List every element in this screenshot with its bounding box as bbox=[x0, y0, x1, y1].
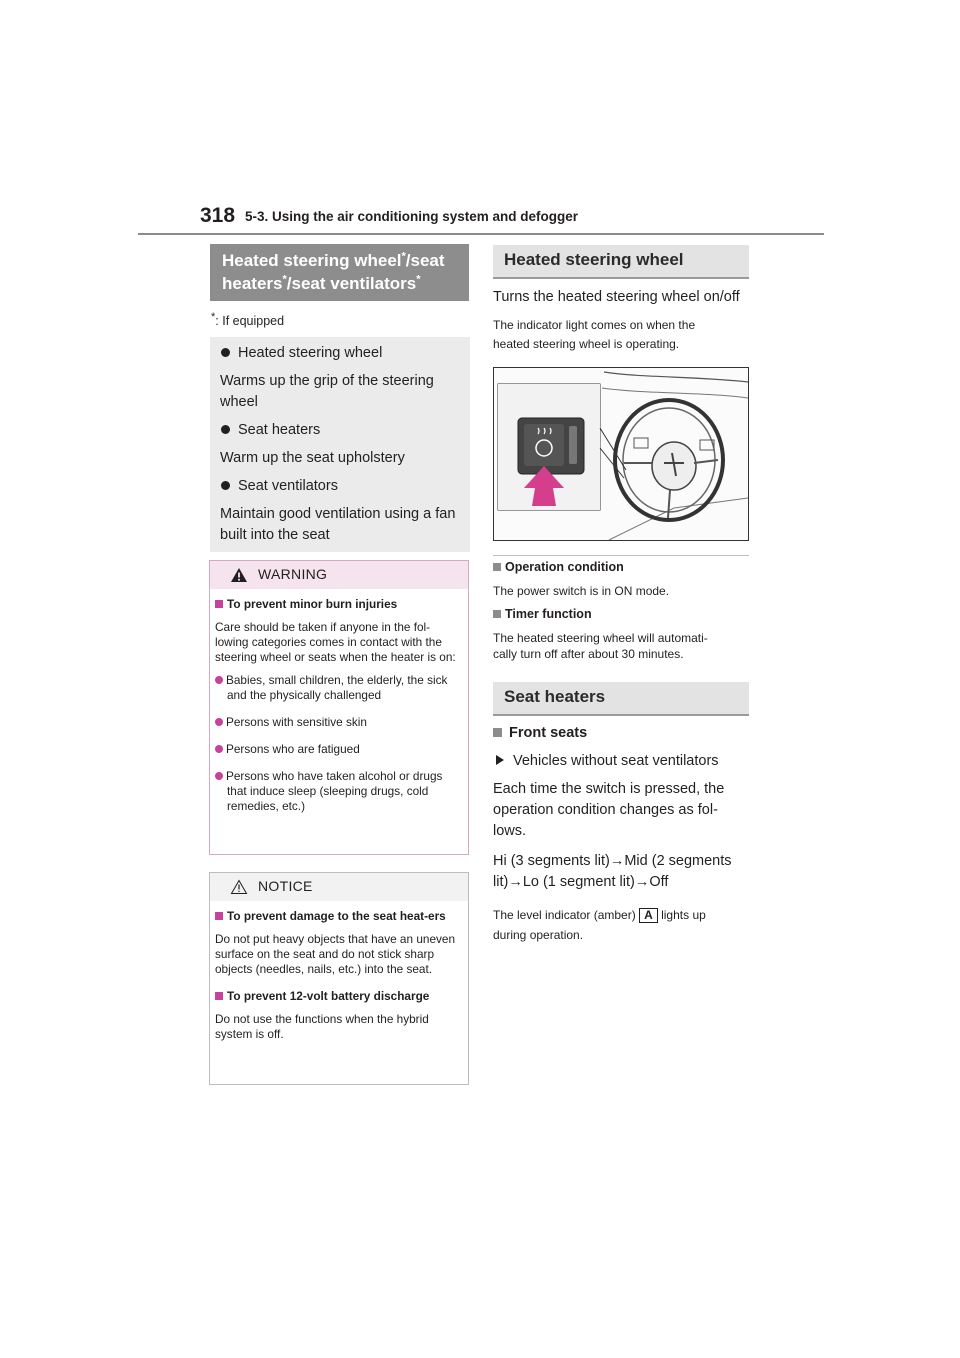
header-rule bbox=[138, 233, 824, 235]
hsw-note: The indicator light comes on when the heated steering wheel is operating. bbox=[493, 318, 696, 351]
arrow-icon: → bbox=[508, 874, 523, 890]
warning-intro: Care should be taken if anyone in the fol-lowing categories comes in contact with the steering wheel or seats when the heater is on: bbox=[215, 620, 456, 664]
feature-list bbox=[210, 337, 470, 552]
notice-title: NOTICE bbox=[258, 878, 313, 894]
feature-desc: Warms up the grip of the steering wheel bbox=[220, 373, 434, 410]
feature-desc: Warm up the seat upholstery bbox=[220, 450, 405, 466]
warning-heading: To prevent minor burn injuries bbox=[215, 597, 463, 612]
hsw-text: Turns the heated steering wheel on/off bbox=[493, 289, 740, 305]
warning-header bbox=[210, 561, 468, 589]
dot-bullet-icon bbox=[215, 718, 223, 726]
seat-heaters-bar: Seat heaters bbox=[493, 682, 749, 716]
bullet-icon bbox=[221, 481, 230, 490]
feature-desc: Maintain good ventilation using a fan built into the seat bbox=[220, 506, 456, 543]
heated-steering-bar: Heated steering wheel bbox=[493, 245, 749, 279]
bullet-icon bbox=[221, 348, 230, 357]
vehicles-line: Vehicles without seat ventilators bbox=[493, 751, 719, 772]
title-part-2: /seat heaters bbox=[222, 251, 445, 293]
warning-icon bbox=[230, 567, 248, 583]
timer-heading: Timer function bbox=[493, 607, 592, 621]
dot-bullet-icon bbox=[215, 745, 223, 753]
timer-text: The heated steering wheel will automati-cally turn off after about 30 minutes. bbox=[493, 631, 708, 661]
section-title: 5-3. Using the air conditioning system and defogger bbox=[245, 209, 579, 224]
mode-sequence: Hi (3 segments lit)→Mid (2 segments lit)→Lo (1 segment lit)→Off bbox=[493, 853, 732, 890]
caution-icon bbox=[230, 879, 248, 895]
notice-box bbox=[209, 872, 469, 1085]
front-seats-heading: Front seats bbox=[493, 723, 587, 744]
dot-bullet-icon bbox=[215, 772, 223, 780]
steering-switch-illustration bbox=[493, 367, 749, 541]
feature-item: Seat ventilators bbox=[220, 476, 460, 497]
op-text: The power switch is in ON mode. bbox=[493, 584, 670, 598]
feature-item: Heated steering wheel bbox=[220, 343, 460, 364]
triangle-bullet-icon bbox=[496, 755, 504, 765]
callout-a-label: A bbox=[639, 908, 658, 923]
warning-item: Persons with sensitive skin bbox=[215, 715, 463, 730]
warning-item: Persons who are fatigued bbox=[215, 742, 463, 757]
square-bullet-icon bbox=[215, 992, 223, 1000]
arrow-icon: → bbox=[609, 853, 625, 869]
warning-item: Persons who have taken alcohol or drugs that induce sleep (sleeping drugs, cold remedies, etc.) bbox=[215, 769, 463, 814]
warning-box bbox=[209, 560, 469, 855]
divider bbox=[493, 555, 749, 556]
title-part-1: Heated steering wheel bbox=[222, 251, 402, 270]
footnote: *: If equipped bbox=[211, 310, 285, 328]
op-heading: Operation condition bbox=[493, 560, 624, 574]
bullet-icon bbox=[221, 425, 230, 434]
notice-header bbox=[210, 873, 468, 901]
warning-title: WARNING bbox=[258, 566, 328, 582]
dot-bullet-icon bbox=[215, 676, 223, 684]
arrow-icon: → bbox=[634, 874, 650, 890]
title-part-3: /seat ventilators bbox=[286, 274, 417, 293]
each-time-text: Each time the switch is pressed, the operation condition changes as fol-lows. bbox=[493, 781, 725, 839]
page-number: 318 bbox=[200, 204, 236, 227]
notice-heading: To prevent 12-volt battery discharge bbox=[215, 989, 463, 1004]
left-title-bar: Heated steering wheel*/seat heaters*/seat ventilators* bbox=[210, 244, 469, 301]
warning-item: Babies, small children, the elderly, the sick and the physically challenged bbox=[215, 673, 463, 703]
square-bullet-icon bbox=[215, 600, 223, 608]
feature-item: Seat heaters bbox=[220, 420, 460, 441]
notice-text: Do not put heavy objects that have an uneven surface on the seat and do not stick sharp objects (needles, nails, etc.) into the seat. bbox=[215, 932, 456, 976]
notice-text: Do not use the functions when the hybrid system is off. bbox=[215, 1012, 429, 1041]
notice-heading: To prevent damage to the seat heat-ers bbox=[215, 909, 463, 924]
level-note: The level indicator (amber) A lights up during operation. bbox=[493, 908, 706, 942]
square-bullet-icon bbox=[215, 912, 223, 920]
